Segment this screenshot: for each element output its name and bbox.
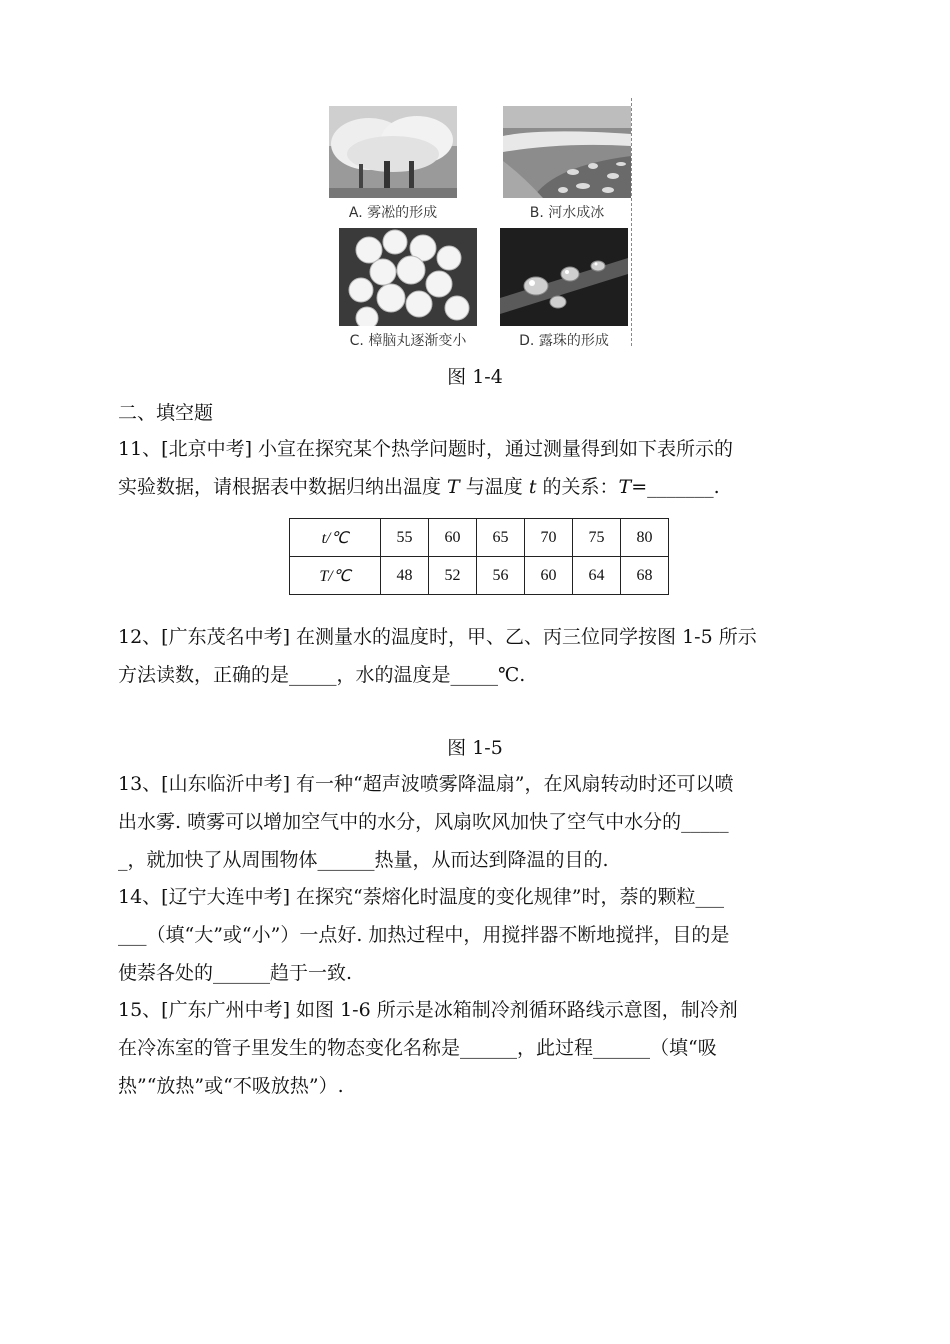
table-cell: 75 [573, 519, 621, 557]
q13-line-2: 出水雾. 喷雾可以增加空气中的水分，风扇吹风加快了空气中水分的_____ [118, 811, 729, 833]
table-cell: 56 [477, 557, 525, 595]
q11-text-c: 的关系： [536, 476, 619, 498]
table-cell: 64 [573, 557, 621, 595]
table-cell: 80 [621, 519, 669, 557]
rime-photo [329, 106, 457, 198]
tile-caption-c: C. 樟脑丸逐渐变小 [349, 333, 467, 349]
q11-var-t: t [528, 476, 537, 498]
row1-label: t/℃ [290, 519, 381, 557]
figure-1-5-caption: 图 1-5 [447, 737, 503, 759]
figure-1-4 [326, 98, 636, 348]
q11-line-2 [118, 472, 720, 499]
row2-label: T/℃ [290, 557, 381, 595]
q13-line-1: 13、[山东临沂中考] 有一种“超声波喷雾降温扇”，在风扇转动时还可以喷 [118, 773, 734, 795]
tile-caption-a: A. 雾凇的形成 [348, 205, 438, 221]
tile-caption-b: B. 河水成冰 [529, 205, 605, 221]
q14-line-3: 使萘各处的______趋于一致. [118, 962, 353, 984]
photo-tile-rime [329, 106, 457, 222]
figure-1-4-caption: 图 1-4 [447, 366, 503, 388]
q12-line-1: 12、[广东茂名中考] 在测量水的温度时，甲、乙、丙三位同学按图 1-5 所示 [118, 626, 757, 648]
q15-line-3: 热”“放热”或“不吸放热”）. [118, 1075, 344, 1097]
q11-text-d: =_______. [631, 476, 720, 498]
q11-var-T: T [447, 476, 460, 498]
tile-caption-d: D. 露珠的形成 [519, 333, 609, 349]
dew-drops-photo [500, 228, 628, 326]
q11-var-T2: T [618, 476, 632, 498]
q15-line-2: 在冷冻室的管子里发生的物态变化名称是______，此过程______（填“吸 [118, 1037, 717, 1059]
q14-line-2: ___（填“大”或“小”）一点好. 加热过程中，用搅拌器不断地搅拌，目的是 [118, 924, 730, 946]
q11-line-1: 11、[北京中考] 小宣在探究某个热学问题时，通过测量得到如下表所示的 [118, 438, 734, 460]
dashed-divider [631, 98, 632, 346]
photo-tile-dew [500, 228, 628, 350]
table-cell: 52 [429, 557, 477, 595]
photo-tile-camphor [339, 228, 477, 350]
q15-line-1: 15、[广东广州中考] 如图 1-6 所示是冰箱制冷剂循环路线示意图，制冷剂 [118, 999, 738, 1021]
camphor-balls-photo [339, 228, 477, 326]
table-cell: 48 [381, 557, 429, 595]
table-cell: 55 [381, 519, 429, 557]
table-cell: 65 [477, 519, 525, 557]
temperature-table [289, 518, 669, 595]
q11-text-b: 与温度 [459, 476, 529, 498]
table-cell: 60 [525, 557, 573, 595]
photo-tile-river-ice [503, 106, 631, 222]
table-row [290, 557, 669, 595]
q13-line-3: _，就加快了从周围物体______热量，从而达到降温的目的. [118, 849, 609, 871]
table-cell: 60 [429, 519, 477, 557]
table-row [290, 519, 669, 557]
river-ice-photo [503, 106, 631, 198]
q11-text-a: 实验数据，请根据表中数据归纳出温度 [118, 476, 448, 498]
table-cell: 70 [525, 519, 573, 557]
q14-line-1: 14、[辽宁大连中考] 在探究“萘熔化时温度的变化规律”时，萘的颗粒___ [118, 886, 724, 908]
table-cell: 68 [621, 557, 669, 595]
section-title: 二、填空题 [118, 402, 214, 424]
q12-line-2: 方法读数，正确的是_____，水的温度是_____℃. [118, 664, 526, 686]
